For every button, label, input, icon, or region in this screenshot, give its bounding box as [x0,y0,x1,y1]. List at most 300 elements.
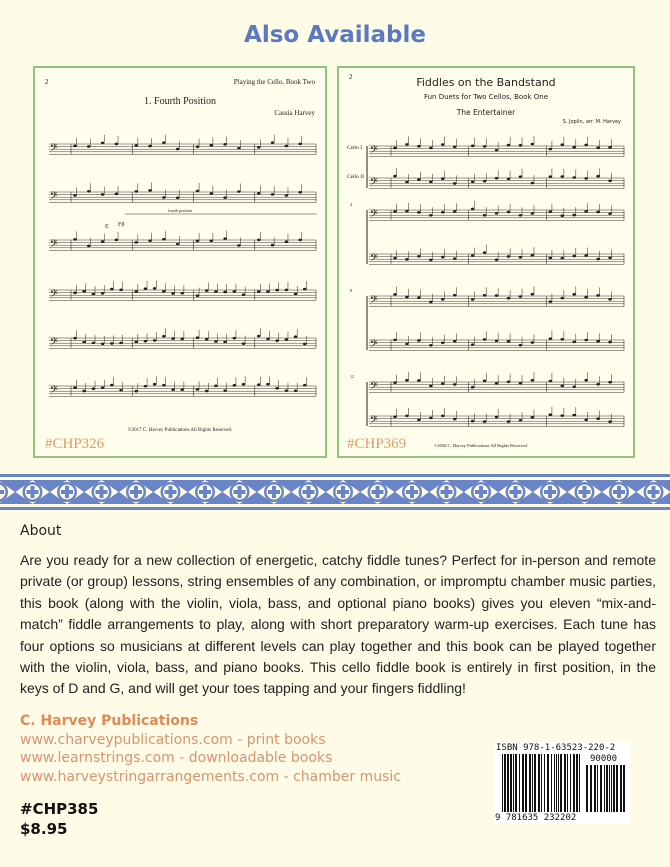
book-code: #CHP369 [347,436,407,452]
note-head [471,386,475,389]
note-head [608,298,612,301]
note-head [560,385,564,388]
note-head [608,180,612,183]
publisher-link[interactable]: www.learnstrings.com - downloadable books [20,750,333,767]
note-head [596,383,600,386]
note-head [608,341,612,344]
note-head [214,385,218,388]
note-head [549,210,553,213]
note-head [196,240,200,243]
note-head [405,415,409,418]
copyright: ©2017 C. Harvey Publications All Rights Reserved. [127,428,233,433]
note-head [519,344,523,347]
note-head [441,298,445,301]
note-head [471,145,475,148]
note-head [453,182,457,185]
note-head [596,340,600,343]
page-number: 2 [45,78,49,86]
note-head [572,255,576,258]
note-head [242,342,246,345]
note-head [393,147,397,150]
price: $8.95 [20,819,68,838]
bass-clef-icon: 𝄢 [370,176,378,190]
note-head [242,293,246,296]
note-head [560,214,564,217]
note-head [171,292,175,295]
note-head [507,255,511,258]
note-head [294,293,298,296]
note-head [82,290,86,293]
note-head [441,415,445,418]
note-head [148,145,152,148]
bass-clef-icon: 𝄢 [370,144,378,158]
note-head [237,190,241,193]
note-head [417,178,421,181]
note-head [271,141,275,144]
note-head [507,211,511,214]
note-head [162,141,166,144]
note-head [584,210,588,213]
note-head [223,237,227,240]
note-head [549,257,553,260]
barcode-bars [494,742,630,824]
note-head [549,337,553,340]
note-head [73,194,77,197]
note-head [134,290,138,293]
note-head [134,241,138,244]
note-head [242,383,246,386]
note-head [531,182,535,185]
note-head [285,289,289,292]
note-head [210,192,214,195]
note-head [507,144,511,147]
composer: Cassia Harvey [274,109,315,117]
bass-clef-icon: 𝄢 [50,288,58,302]
note-head [148,189,152,192]
note-head [441,177,445,180]
note-head [196,190,200,193]
measure-number: 4 [350,202,352,207]
note-head [453,418,457,421]
note-head [429,214,433,217]
note-head [584,177,588,180]
book-header: Playing the Cello, Book Two [233,78,315,86]
note-head [572,386,576,389]
note-head [275,289,279,292]
book-preview-chp326 [33,66,327,458]
note-head [144,340,148,343]
sheet-music-staves [35,68,325,456]
note-head [405,296,409,299]
book-title: Fiddles on the Bandstand [416,76,556,89]
note-head [171,388,175,391]
note-head [608,256,612,259]
note-head [596,258,600,261]
note-head [608,212,612,215]
bass-clef-icon: 𝄢 [370,338,378,352]
note-head [531,293,535,296]
about-heading: About [20,523,62,539]
note-head [483,145,487,148]
note-head [92,387,96,390]
note-head [257,146,261,149]
note-head [560,414,564,417]
product-code: #CHP385 [20,799,99,818]
note-head [223,196,227,199]
note-head [531,212,535,215]
note-head [596,417,600,420]
note-head [429,385,433,388]
note-head [134,341,138,344]
note-head [495,294,499,297]
note-head [608,381,612,384]
note-head [495,416,499,419]
note-head [205,390,209,393]
note-head [162,290,166,293]
note-head [596,294,600,297]
publisher-name: C. Harvey Publications [20,712,199,729]
note-head [162,384,166,387]
note-head [101,240,105,243]
note-head [519,295,523,298]
note-head [531,341,535,344]
note-head [214,290,218,293]
note-head [275,387,279,390]
note-head [180,292,184,295]
note-head [495,382,499,385]
note-head [171,337,175,340]
note-head [572,293,576,296]
note-head [196,294,200,297]
note-head [429,417,433,420]
note-head [495,149,499,152]
note-head [531,254,535,257]
note-head [266,338,270,341]
note-head [507,340,511,343]
note-head [237,244,241,247]
note-head [441,341,445,344]
note-head [134,144,138,147]
note-head [405,181,409,184]
note-head [92,342,96,345]
note-head [572,414,576,417]
note-head [441,143,445,146]
note-head [453,210,457,213]
note-head [271,244,275,247]
note-head [507,297,511,300]
note-head [507,420,511,423]
note-head [471,180,475,183]
note-head [223,143,227,146]
note-head [429,181,433,184]
note-head [549,413,553,416]
bass-clef-icon: 𝄢 [50,142,58,156]
note-head [73,292,77,295]
note-head [82,341,86,344]
note-head [162,196,166,199]
page-title: Also Available [244,22,426,48]
bass-clef-icon: 𝄢 [370,294,378,308]
part-label: Cello II [347,174,364,180]
note-head [560,257,564,260]
note-head [275,339,279,342]
bass-clef-icon: 𝄢 [50,336,58,350]
note-head [495,258,499,261]
publisher-info [20,712,460,787]
note-head [572,214,576,217]
note-head [82,390,86,393]
note-head [405,379,409,382]
bass-clef-icon: 𝄢 [370,414,378,428]
note-head [429,259,433,262]
note-head [87,190,91,193]
book-preview-chp369 [337,66,635,458]
note-head [417,379,421,382]
note-head [73,145,77,148]
note-head [596,147,600,150]
note-head [483,214,487,217]
note-head [483,420,487,423]
note-head [115,193,119,196]
note-head [560,297,564,300]
note-head [298,143,302,146]
note-head [257,290,261,293]
note-head [560,175,564,178]
note-head [596,211,600,214]
note-head [257,383,261,386]
note-head [153,287,157,290]
note-head [549,300,553,303]
publisher-link[interactable]: www.charveypublications.com - print books [20,731,326,748]
note-head [101,386,105,389]
note-head [257,192,261,195]
note-head [549,148,553,151]
note-head [223,389,227,392]
note-head [417,419,421,422]
note-head [429,147,433,150]
note-head [92,293,96,296]
note-head [393,415,397,418]
note-head [210,144,214,147]
note-head [560,143,564,146]
note-head [405,343,409,346]
note-head [519,214,523,217]
note-head [134,390,138,393]
piece-title: 1. Fourth Position [144,96,216,107]
measure-number: 8 [350,288,352,293]
note-head [495,212,499,215]
note-head [119,389,123,392]
note-head [87,245,91,248]
note-head [483,251,487,254]
note-head [303,384,307,387]
annotation: fourth position [168,208,192,213]
book-subtitle: Fun Duets for Two Cellos, Book One [423,93,549,101]
note-head [233,384,237,387]
note-head [214,340,218,343]
note-head [572,341,576,344]
note-head [285,194,289,197]
note-name: F♯ [118,222,125,228]
note-head [549,380,553,383]
note-head [196,388,200,391]
note-head [584,418,588,421]
part-label: Cello I [347,145,363,151]
note-head [110,288,114,291]
note-head [233,337,237,340]
note-head [507,178,511,181]
note-head [285,145,289,148]
note-head [205,338,209,341]
note-head [271,193,275,196]
note-head [257,239,261,242]
note-head [266,383,270,386]
note-head [285,389,289,392]
note-head [417,211,421,214]
note-head [393,339,397,342]
note-head [441,382,445,385]
bass-clef-icon: 𝄢 [50,238,58,252]
note-head [531,379,535,382]
note-head [119,342,123,345]
note-head [180,338,184,341]
note-head [405,210,409,213]
note-name: E [105,224,109,230]
note-head [405,258,409,261]
note-head [298,191,302,194]
decorative-border [0,474,670,510]
product-info [20,799,220,839]
piece-title: The Entertainer [456,108,516,117]
note-head [162,335,166,338]
note-head [572,176,576,179]
note-head [73,337,77,340]
note-head [223,291,227,294]
about-description: Are you ready for a new collection of energetic, catchy fiddle tunes? Perfect for in-person and remote private (or group) lessons, string ensembles of any combination, or impromptu chamber music parties, this book (along with the violin, viola, bass, and optional piano books) gives you eleven “mix-and-match” fiddle arrangements to play, along with short preparatory warm-up exercises. Each tune has four options so musicians at different levels can play together and this book can be played together with the violin, viola, bass, and piano books. This cello fiddle book is entirely in first position, in the keys of D and G, and will get your toes tapping and your fingers fiddling! [20,552,656,697]
note-head [519,419,523,422]
note-head [223,341,227,344]
note-head [519,256,523,259]
note-head [303,343,307,346]
barcode-addon: 90000 [590,754,618,764]
note-head [101,142,105,145]
note-head [115,143,119,146]
note-head [205,289,209,292]
note-head [101,292,105,295]
isbn-text: ISBN 978-1-63523-220-2 [496,743,616,753]
note-head [101,193,105,196]
note-head [294,335,298,338]
note-head [471,208,475,211]
note-head [73,386,77,389]
note-head [483,380,487,383]
note-head [495,177,499,180]
note-head [531,416,535,419]
note-head [453,340,457,343]
note-head [110,342,114,345]
note-head [176,243,180,246]
note-head [441,211,445,214]
note-head [417,296,421,299]
sheet-music-staves [339,68,633,456]
note-head [584,254,588,257]
note-head [119,288,123,291]
note-head [531,143,535,146]
note-head [453,257,457,260]
note-head [519,144,523,147]
note-head [441,256,445,259]
note-head [471,298,475,301]
note-head [471,254,475,257]
note-head [196,336,200,339]
note-head [572,146,576,149]
barcode-digits: 9 781635 232202 [495,813,577,823]
note-head [608,420,612,423]
note-head [210,240,214,243]
note-head [393,257,397,260]
bass-clef-icon: 𝄢 [370,252,378,266]
note-head [115,239,119,242]
note-head [417,339,421,342]
note-head [180,388,184,391]
bass-clef-icon: 𝄢 [50,190,58,204]
note-head [294,389,298,392]
note-head [596,175,600,178]
note-head [303,288,307,291]
note-head [417,145,421,148]
publisher-link[interactable]: www.harveystringarrangements.com - chamber music [20,768,401,785]
note-head [483,294,487,297]
note-head [393,293,397,296]
note-head [266,290,270,293]
note-head [453,294,457,297]
note-head [429,301,433,304]
book-code: #CHP326 [45,436,105,452]
note-head [483,338,487,341]
note-head [196,145,200,148]
note-head [237,147,241,150]
note-head [405,143,409,146]
note-head [507,380,511,383]
note-head [584,379,588,382]
note-head [144,287,148,290]
note-head [285,338,289,341]
note-head [285,240,289,243]
note-head [471,343,475,346]
composer: S. Joplin, arr. M. Harvey [562,119,621,125]
note-head [393,381,397,384]
note-head [495,339,499,342]
note-head [144,385,148,388]
note-head [101,342,105,345]
note-head [73,238,77,241]
note-head [453,383,457,386]
note-head [483,180,487,183]
note-head [162,238,166,241]
bass-clef-icon: 𝄢 [50,384,58,398]
note-head [608,146,612,149]
note-head [471,420,475,423]
note-head [176,196,180,199]
note-head [417,255,421,258]
note-head [87,145,91,148]
note-head [549,175,553,178]
note-head [393,175,397,178]
bass-clef-icon: 𝄢 [370,380,378,394]
isbn-barcode [494,742,630,824]
note-head [429,344,433,347]
note-head [148,239,152,242]
